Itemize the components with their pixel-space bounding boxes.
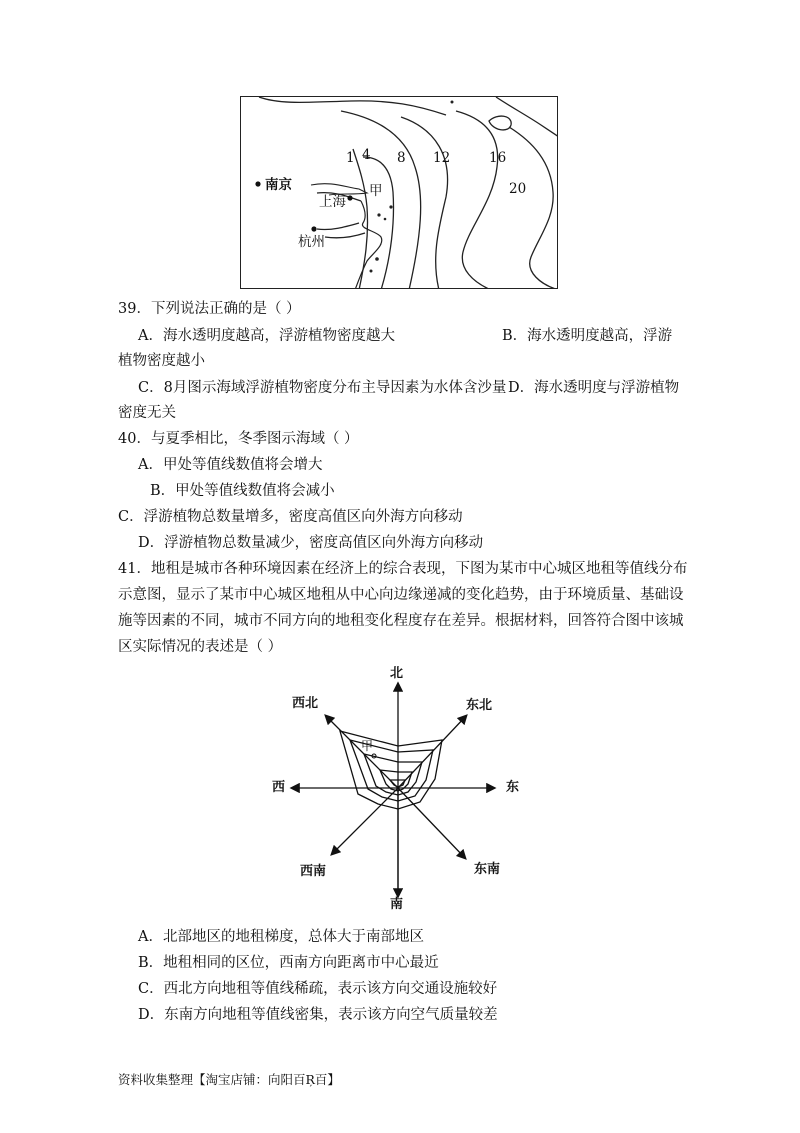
q40-option-a: A．甲处等值线数值将会增大 bbox=[138, 457, 323, 473]
city-nanjing: 南京 bbox=[265, 177, 292, 193]
q39-option-a: A．海水透明度越高，浮游植物密度越大 bbox=[138, 328, 395, 344]
dir-southwest: 西南 bbox=[300, 864, 327, 879]
q41-option-d: D．东南方向地租等值线密集，表示该方向空气质量较差 bbox=[138, 1007, 498, 1023]
contour-label-1: 1 bbox=[346, 150, 355, 166]
contour-20 bbox=[509, 127, 558, 289]
dir-east: 东 bbox=[506, 780, 520, 795]
dir-northeast: 东北 bbox=[466, 698, 493, 713]
q41-stem-line-4: 区实际情况的表述是（ ） bbox=[118, 639, 283, 655]
rent-contour-3 bbox=[364, 754, 422, 795]
rent-contour-diagram bbox=[270, 664, 530, 914]
diagram-point-jia: 甲 bbox=[361, 739, 374, 753]
q39-option-c: C．8月图示海域浮游植物密度分布主导因素为水体含沙量 bbox=[138, 380, 507, 396]
q41-option-a: A．北部地区的地租梯度，总体大于南部地区 bbox=[138, 929, 424, 945]
q41-option-b: B．地租相同的区位，西南方向距离市中心最近 bbox=[138, 955, 439, 971]
q41-stem-line-3: 施等因素的不同，城市不同方向的地租变化程度存在差异。根据材料，回答符合图中该城 bbox=[118, 613, 684, 629]
contour-label-20: 20 bbox=[509, 181, 527, 197]
dir-southeast: 东南 bbox=[474, 862, 501, 877]
q39-stem: 39．下列说法正确的是（ ） bbox=[118, 301, 301, 317]
dir-west: 西 bbox=[272, 780, 286, 795]
q39-option-d-cont: 密度无关 bbox=[118, 405, 176, 421]
dir-north: 北 bbox=[390, 666, 404, 681]
q39-option-b-cont: 植物密度越小 bbox=[118, 353, 205, 369]
point-jia: 甲 bbox=[369, 183, 383, 199]
contour-16 bbox=[456, 111, 498, 289]
dir-northwest: 西北 bbox=[292, 696, 319, 711]
q39-option-d: D．海水透明度与浮游植物 bbox=[508, 380, 680, 396]
contour-label-8: 8 bbox=[397, 150, 406, 166]
q40-option-b: B．甲处等值线数值将会减小 bbox=[150, 483, 335, 499]
sea-contour-map bbox=[240, 96, 558, 289]
footer-source: 资料收集整理【淘宝店铺：向阳百Ŗ百】 bbox=[118, 1072, 340, 1087]
city-shanghai: 上海 bbox=[319, 194, 346, 210]
contour-label-12: 12 bbox=[433, 150, 451, 166]
contour-12 bbox=[401, 117, 451, 289]
q40-option-d: D．浮游植物总数量减少，密度高值区向外海方向移动 bbox=[138, 535, 484, 551]
coastline-north bbox=[259, 97, 446, 115]
contour-8 bbox=[341, 111, 421, 289]
city-hangzhou: 杭州 bbox=[298, 234, 325, 250]
contour-label-16: 16 bbox=[489, 150, 507, 166]
q40-stem: 40．与夏季相比，冬季图示海域（ ） bbox=[118, 431, 359, 447]
q41-stem-line-1: 41．地租是城市各种环境因素在经济上的综合表现，下图为某市中心城区地租等值线分布 bbox=[118, 561, 688, 577]
q41-stem-line-2: 示意图，显示了某市中心城区地租从中心向边缘递减的变化趋势，由于环境质量、基础设 bbox=[118, 587, 684, 603]
q41-option-c: C．西北方向地租等值线稀疏，表示该方向交通设施较好 bbox=[138, 981, 498, 997]
rent-contour-outer bbox=[340, 731, 442, 809]
q39-option-b: B．海水透明度越高，浮游 bbox=[502, 328, 673, 344]
contour-label-4: 4 bbox=[362, 147, 371, 163]
dir-south: 南 bbox=[390, 897, 404, 912]
q40-option-c: C．浮游植物总数量增多，密度高值区向外海方向移动 bbox=[118, 509, 463, 525]
